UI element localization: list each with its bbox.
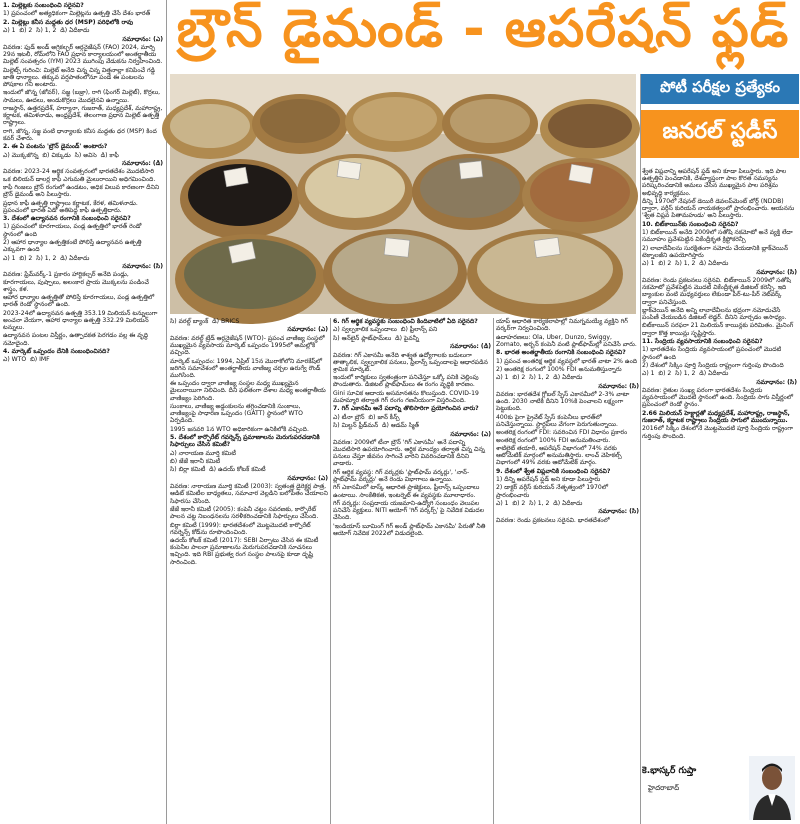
text-line: 1) ప్రపంచ అంతరిక్ష ఆర్థిక వ్యవస్థలో భారత్ వాటా 2% ఉంది bbox=[496, 357, 638, 365]
text-line: 1. మిల్లెట్లకు సంబంధించి సరైనవి? bbox=[3, 2, 84, 9]
text-line: సమాధానం: (డి) bbox=[450, 343, 491, 351]
text-line: 5. దేశంలో కార్పొరేట్ గవర్నెన్స్ ప్రమాణాలను మెరుగుపరచడానికి సిఫార్సులు చేసిన కమిటీ? bbox=[170, 434, 322, 449]
text-line: వివరణ: 2023-24 ఆర్థిక సంవత్సరంలో భారతదేశం మొదటిసారి ఒక బిలియన్ డాలర్ల కాఫీ ఎగుమతి మైలురాయిని అధిగమించింది. bbox=[3, 168, 156, 183]
text-line: వివరణ: రెండు ప్రకటనలు సరైనవి. బిట్‌కాయిన్ 2009లో సతోషి నకమోటో ప్రవేశపెట్టిన మొదటి వికేంద్రీకృత డిజిటల్ కరెన్సీ. ఇది బ్యాంకుల వంటి మధ్యవర్తులు లేకుండా పీర్-టు-పీర్ నెట్‌వర్క్ ద్వారా పనిచేస్తుంది. bbox=[642, 276, 793, 306]
text-line: శ్వేత విప్లవాన్ని ఆపరేషన్ ఫ్లడ్ అని కూడా పిలుస్తారు. ఇది పాల ఉత్పత్తిని పెంచడానికి, దేశవ్యాప్తంగా పాల కొరత సమస్యను పరిష్కరించడానికి అమలు చేసిన ముఖ్యమైన పాల పరిశ్రమ అభివృద్ధి కార్యక్రమం. bbox=[642, 168, 789, 197]
text-line: సుంకాలు, వాణిజ్య అడ్డంకులను తగ్గించడానికి సుంకాలు, వాణిజ్యంపై సాధారణ ఒప్పందం (GATT) స్థానంలో WTO ఏర్పడింది. bbox=[170, 403, 305, 425]
text-line: 1995 జనవరి 1న WTO అధికారికంగా ఉనికిలోకి వచ్చింది. bbox=[170, 425, 309, 433]
text-line: ఎ) మొక్కజొన్న బి) చిక్కుడు సి) అవిసె డి) కాఫీ bbox=[3, 151, 119, 159]
column-2 bbox=[170, 318, 328, 824]
text-line: ఎ) 1 బి) 2 సి) 1, 2 డి) ఏదీకాదు bbox=[496, 374, 583, 382]
text-line: వివరణ: 2009లో టీనా బ్రౌన్ 'గిగ్ ఎకానమీ' అనే పదాన్ని మొదటిసారి ఉపయోగించారు. ఆర్థిక మాంద్యం తర్వాత చిన్న చిన్న పనులు చేస్తూ జీవనం సాగించే వారిని వివరించడానికి దీనిని వాడారు. bbox=[333, 438, 487, 468]
text-line: దీన్ని 1970లో నేషనల్ డెయిరీ డెవలప్‌మెంట్ బోర్డ్ (NDDB) ద్వారా, వర్గీస్ కురియన్ నాయకత్వంలో ప్రారంభించారు. ఆయనను 'శ్వేత విప్లవ పితామహుడు' అని పిలుస్తారు. bbox=[642, 197, 797, 220]
text-line: సమాధానం: (ఎ) bbox=[287, 474, 328, 482]
text-line: ఎ) 1 బి) 2 సి) 1, 2 డి) ఏదీకాదు bbox=[642, 260, 729, 268]
text-line: సమాధానం: (సి) bbox=[756, 268, 797, 276]
text-line: సమాధానం: (సి) bbox=[122, 262, 163, 270]
subject-banner: జనరల్ స్టడీస్ bbox=[641, 110, 799, 158]
text-line: గిగ్ వర్కర్లు: సంప్రదాయ యజమాని-ఉద్యోగి సంబంధం వెలుపల పనిచేసే వ్యక్తులు. NITI ఆయోగ్ 'గిగ్ వర్కర్స్' పై నివేదిక విడుదల చేసింది. bbox=[333, 499, 486, 522]
text-line: ఉదాహరణలు: Ola, Uber, Dunzo, Swiggy, Zomato, అర్బన్ కంపెనీ వంటి ప్లాట్‌ఫామ్‌ల్లో పనిచేసే వారు. bbox=[496, 333, 637, 348]
column-divider bbox=[330, 318, 331, 824]
column-5 bbox=[642, 168, 797, 748]
text-line: మార్కెట్ ఒప్పందం: 1994, ఏప్రిల్ 15న మొరాకోలోని మారకేష్‌లో జరిగిన సమావేశంలో అంతర్జాతీయ వాణిజ్య చర్చల ఉరుగ్వే రౌండ్ ముగిసింది. bbox=[170, 357, 324, 379]
text-line: ఎ) 1 బి) 2 సి) 1, 2 డి) ఏదీకాదు bbox=[3, 254, 90, 262]
text-line: యాప్ ఆధారిత కార్యకలాపాల్లో నిమగ్నమయ్యే వ్యక్తిని గిగ్ వర్కర్‌గా నిర్వచించింది. bbox=[496, 318, 630, 333]
text-line: సి) మిల్టన్ ఫ్రీడ్‌మన్ డి) ఆడమ్ స్మిత్ bbox=[333, 422, 420, 430]
text-line: 400కు పైగా ప్రైవేట్ స్పేస్ కంపెనీలు భారత్‌లో పనిచేస్తున్నాయి. స్టార్టప్‌లు వేగంగా పెరుగుతున్నాయి. bbox=[496, 413, 618, 428]
text-line: 3. దేశంలో ఉద్యానవన రంగానికి సంబంధించి సరైనవి? bbox=[3, 215, 131, 223]
text-line: వివరణ: నారాయణ మూర్తి కమిటీ (2003): స్వతంత్ర డైరెక్టర్ల పాత్ర, ఆడిట్ కమిటీల బాధ్యతలు, సమాచార వెల్లడిని బలోపేతం చేయాలని సిఫారసు చేసింది. bbox=[170, 483, 330, 505]
text-line: 2. మిల్లెట్లు కనీస మద్దతు ధర (MSP) పరిధిలోకి రావు bbox=[3, 18, 134, 26]
text-line: 2) దేశంలో సిక్కిం పూర్తి సేంద్రియ రాష్ట్రంగా గుర్తింపు పొందింది bbox=[642, 361, 784, 369]
text-line: 1) భారతదేశం సేంద్రియ వ్యవసాయంలో ప్రపంచంలో మొదటి స్థానంలో ఉంది bbox=[642, 346, 784, 361]
text-line: సమాధానం: (సి) bbox=[598, 382, 639, 390]
text-line: ఉదయ్ కోటక్ కమిటీ (2017): SEBI ఏర్పాటు చేసిన ఈ కమిటీ కంపెనీల పాలనా ప్రమాణాలను మెరుగుపరచడానికి సూచనలు ఇచ్చింది. ఇది RBI ప్రభుత్వ రంగ సంస్థల పాలనపై కూడా దృష్టి సారించింది. bbox=[170, 537, 321, 566]
text-line: రాజస్థాన్, ఉత్తరప్రదేశ్, హర్యానా, గుజరాత్, మధ్యప్రదేశ్, మహారాష్ట్ర, కర్ణాటక, తమిళనాడు, ఆంధ్రప్రదేశ్, తెలంగాణ ప్రధాన మిల్లెట్ ఉత్పత్తి రాష్ట్రాలు. bbox=[3, 104, 165, 127]
text-line: వివరణ: భారతదేశ గ్లోబల్ స్పేస్ ఎకానమీలో 2-3% వాటా ఉంది. 2030 నాటికి దీనిని 10%కి పెంచాలని లక్ష్యంగా పెట్టుకుంది. bbox=[496, 391, 632, 413]
column-divider bbox=[493, 318, 494, 824]
headline: బ్రౌన్ డైమండ్ - ఆపరేషన్ ఫ్లడ్ bbox=[176, 0, 790, 59]
author-photo bbox=[749, 756, 795, 820]
author-city: హైదరాబాద్ bbox=[648, 784, 680, 792]
text-line: సమాధానం: (డి) bbox=[122, 160, 163, 167]
text-line: 2) లావాదేవీలను సురక్షితంగా నమోదు చేయడానికి బ్లాక్‌చెయిన్ టెక్నాలజీని ఉపయోగిస్తారు bbox=[642, 244, 790, 259]
text-line: ఎ) WTO బి) IMF bbox=[3, 356, 50, 364]
author-name: కె.భాస్కర్ గుప్తా bbox=[642, 766, 697, 776]
text-line: ఈ ఒప్పందం ద్వారా వాణిజ్య సంస్థల మధ్య ముఖ్యమైన మైలురాయిగా నిలిచింది. దీని ఫలితంగా దేశాల మధ్య అంతర్జాతీయ వాణిజ్యం పెరిగింది. bbox=[170, 380, 328, 402]
special-banner: పోటీ పరీక్షల ప్రత్యేకం bbox=[641, 74, 799, 104]
millets-baskets-image bbox=[170, 74, 636, 314]
text-line: గిగ్ ఆర్థిక వ్యవస్థ: గిగ్ వర్కర్లకు 'ప్లాట్‌ఫామ్ వర్కర్లు', 'నాన్-ప్లాట్‌ఫామ్ వర్కర్లు' అనే రెండు విభాగాలు ఉన్నాయి. bbox=[333, 468, 470, 483]
text-line: 'ఇండియాస్ బూమింగ్ గిగ్ అండ్ ప్లాట్‌ఫామ్ ఎకానమీ' పేరుతో నీతి ఆయోగ్ నివేదిక 2022లో విడుదలైంది. bbox=[333, 522, 488, 537]
text-line: 2) అంతరిక్ష రంగంలో 100% FDI అనుమతిస్తున్నారు bbox=[496, 365, 622, 373]
text-line: అంతరిక్ష రంగంలో FDI: సవరించిన FDI విధానం ప్రకారం అంతరిక్ష రంగంలో 100% FDI అనుమతించారు. bbox=[496, 429, 630, 444]
author-box bbox=[642, 756, 797, 822]
text-line: 2.66 మిలియన్ హెక్టార్లతో మధ్యప్రదేశ్, మహారాష్ట్ర, రాజస్థాన్, గుజరాత్, కర్ణాటక రాష్ట్రాలు సేంద్రియ సాగులో ముందున్నాయి. bbox=[642, 409, 792, 424]
text-line: Gini సూచిక ఆదాయ అసమానతను కొలుస్తుంది. COVID-19 మహమ్మారి తర్వాత గిగ్ రంగం గణనీయంగా విస్తరించింది. bbox=[333, 389, 481, 404]
text-line: ఇందులో జొన్న (జోవర్), సజ్జ (బజ్రా), రాగి (ఫింగర్ మిల్లెట్), కొర్రలు, సామలు, ఊదలు, అండుకొర్రలు మొదలైనవి ఉన్నాయి. bbox=[3, 89, 163, 104]
text-line: 2016లో సిక్కిం దేశంలోనే మొట్టమొదటి పూర్తి సేంద్రియ రాష్ట్రంగా గుర్తింపు పొందింది. bbox=[642, 425, 795, 440]
text-line: బిట్‌కాయిన్ సరఫరా 21 మిలియన్ కాయిన్లకు పరిమితం. మైనింగ్ ద్వారా కొత్త కాయిన్లు సృష్టిస్తారు. bbox=[642, 322, 796, 337]
text-line: సమాధానం: (ఎ) bbox=[122, 35, 163, 43]
text-line: జేజే ఇరానీ కమిటీ (2005): కంపెనీ చట్టం సవరణకు, కార్పొరేట్ పాలన చట్ట నిబంధనలను సరళీకరించడానికి సిఫార్సులు చేసింది. bbox=[170, 505, 319, 521]
text-line: ఎ) నారాయణ మూర్తి కమిటీ bbox=[170, 449, 236, 457]
text-line: 9. దేశంలో శ్వేత విప్లవానికి సంబంధించి సరైనవి? bbox=[496, 467, 611, 475]
text-line: 2023-24లో ఉద్యానవన ఉత్పత్తి 353.19 మిలియన్ టన్నులుగా అంచనా వేయగా, ఆహార ధాన్యాల ఉత్పత్తి 332.29 మిలియన్ టన్నులు. bbox=[3, 309, 160, 331]
text-line: 7. గిగ్ ఎకానమీ అనే పదాన్ని తొలిసారిగా ప్రయోగించిన వారు? bbox=[333, 405, 479, 413]
author-portrait-icon bbox=[749, 756, 795, 820]
text-line: ఎ) 1 బి) 2 సి) 1, 2 డి) ఏదీకాదు bbox=[496, 499, 583, 507]
text-line: 2. ఈ ఏ పంటను 'బ్రౌన్ డైమండ్' అంటారు? bbox=[3, 143, 108, 151]
column-3 bbox=[333, 318, 491, 824]
text-line: సమాధానం: (సి) bbox=[598, 508, 639, 516]
column-1 bbox=[3, 2, 163, 822]
text-line: 1) ప్రపంచంలో కూరగాయలు, పండ్ల ఉత్పత్తిలో భారత్ రెండో స్థానంలో ఉంది bbox=[3, 223, 144, 238]
text-line: 1) బిట్‌కాయిన్ అనేది 2009లో సతోషి నకమోటో అనే వ్యక్తి లేదా సమూహం ప్రవేశపెట్టిన వికేంద్రీకృత క్రిప్టోకరెన్సీ bbox=[642, 229, 795, 244]
text-line: ప్రధాన కాఫీ ఉత్పత్తి రాష్ట్రాలు కర్ణాటక, కేరళ, తమిళనాడు. ప్రపంచంలో భారత్ ఏడో అతిపెద్ద కాఫీ ఉత్పత్తిదారు. bbox=[3, 199, 140, 214]
text-line: ఉద్యానవన పంటల విస్తీర్ణం, ఉత్పాదకత పెరగడం వల్ల ఈ వృద్ధి నమోదైంది. bbox=[3, 332, 150, 347]
text-line: సి) ఆన్‌లైన్ ప్లాట్‌ఫామ్‌లు డి) పైవన్నీ bbox=[333, 334, 419, 342]
text-line: ఎ) 1 బి) 2 సి) 1, 2 డి) ఏదీకాదు bbox=[642, 370, 729, 378]
text-line: 2) ఆహార ధాన్యాల ఉత్పత్తికంటే పోలిస్తే ఉద్యానవన ఉత్పత్తి ఎక్కువగా ఉంది bbox=[3, 239, 144, 254]
column-4 bbox=[496, 318, 639, 824]
text-line: బిర్లా కమిటీ (1999): భారతదేశంలో మొట్టమొదటి కార్పొరేట్ గవర్నెన్స్ కోడ్‌ను రూపొందించింది. bbox=[170, 521, 313, 536]
text-line: సమాధానం: (ఎ) bbox=[450, 430, 491, 438]
text-line: సమాధానం: (ఎ) bbox=[287, 326, 328, 334]
text-line: వివరణ: ఫుడ్ అండ్ అగ్రికల్చర్ ఆర్గనైజేషన్ (FAO) 2024, మార్చి 29న ఇటలీ, రోమ్‌లోని FAO ప్రధాన కార్యాలయంలో అంతర్జాతీయ మిల్లెట్ సంవత్సరం (IYM) 2023 ముగింపు వేడుకను నిర్వహించింది. bbox=[3, 43, 163, 66]
text-line: ఆహార ధాన్యాల ఉత్పత్తితో పోలిస్తే కూరగాయలు, పండ్ల ఉత్పత్తిలో భారత్ రెండో స్థానంలో ఉంది. bbox=[3, 294, 157, 309]
text-line: ఎ) 1 బి) 2 సి) 1, 2 డి) ఏదీకాదు bbox=[3, 27, 90, 35]
text-line: బ్లాక్‌చెయిన్ అనేది అన్ని లావాదేవీలను భద్రంగా నమోదుచేసే పంపిణీ చేయబడిన డిజిటల్ లెడ్జర్. దీనిని మార్చడం అసాధ్యం. bbox=[642, 306, 787, 322]
text-line: 1) ప్రపంచంలో అత్యధికంగా మిల్లెట్లను ఉత్పత్తి చేసే దేశం భారత్ bbox=[3, 10, 151, 18]
column-divider bbox=[640, 74, 641, 824]
text-line: ఎ) స్వల్పకాలిక ఒప్పందాలు బి) ఫ్రీలాన్స్ పని bbox=[333, 326, 438, 334]
text-line: సి) బిర్లా కమిటీ డి) ఉదయ్ కోటక్ కమిటీ bbox=[170, 466, 266, 474]
text-line: ఎ) టీనా బ్రౌన్ బి) జాన్ కీన్స్ bbox=[333, 413, 400, 421]
millets-photo bbox=[170, 74, 636, 314]
text-line: కాఫీ గింజలు బ్రౌన్ రంగులో ఉండటం, అధిక విలువ కారణంగా దీనిని బ్రౌన్ డైమండ్ అని పిలుస్తారు. bbox=[3, 183, 162, 199]
text-line: 10. బిట్‌కాయిన్‌కు సంబంధించి సరైనవి? bbox=[642, 220, 739, 228]
text-line: 11. సేంద్రియ వ్యవసాయానికి సంబంధించి సరైనవి? bbox=[642, 338, 763, 345]
text-line: గిగ్ ఎకానమీలో టాస్క్ ఆధారిత ప్రాజెక్టులు, ఫ్రీలాన్స్ ఒప్పందాలు ఉంటాయి. సాంకేతికత, ఇంటర్నెట్ ఈ వ్యవస్థకు మూలాధారం. bbox=[333, 484, 482, 499]
text-line: మిల్లెట్స్ గురించి: మిల్లెట్ అనేది చిన్న చిన్న విత్తనాల్లా కనిపించే గడ్డి జాతి ధాన్యాలు. తక్కువ వర్షపాతంలోనూ పండే ఈ పంటలను పోషకాల గని అంటారు. bbox=[3, 66, 157, 88]
text-line: రాగి, జొన్న, సజ్జ వంటి ధాన్యాలకు కనీస మద్దతు ధర (MSP) కింద కవర్ చేశారు. bbox=[3, 127, 159, 142]
text-line: 6. గిగ్ ఆర్థిక వ్యవస్థకు సంబంధించి కిందివాటిలో ఏది సరైనది? bbox=[333, 318, 478, 325]
text-line: బి) జేజే ఇరానీ కమిటీ bbox=[170, 458, 221, 466]
text-line: 1) దీన్ని ఆపరేషన్ ఫ్లడ్ అని కూడా పిలుస్తారు bbox=[496, 476, 601, 483]
text-line: వివరణ: గిగ్ ఎకానమీ అనేది శాశ్వత ఉద్యోగాలకు బదులుగా తాత్కాలిక, స్వల్పకాలిక పనులు, ఫ్రీలాన్స్ ఒప్పందాలపై ఆధారపడిన శ్రామిక మార్కెట్. bbox=[333, 351, 490, 373]
text-line: 4. మార్కెట్ ఒప్పందం దేనికి సంబంధించినది? bbox=[3, 347, 110, 355]
text-line: వివరణ: రెండు ప్రకటనలు సరైనవి. భారతదేశంలో bbox=[496, 516, 610, 524]
text-line: ఇందులో కార్మికులు స్వతంత్రంగా పనిచేస్తూ ఒక్కో పనికి చెల్లింపు పొందుతారు. డిజిటల్ ప్లాట్‌ఫామ్‌లు ఈ రంగం వృద్ధికి కారణం. bbox=[333, 374, 481, 389]
text-line: సమాధానం: (సి) bbox=[756, 378, 797, 386]
text-line: 8. భారత అంతర్జాతీయ రంగానికి సంబంధించి సరైనవి? bbox=[496, 349, 626, 357]
text-line: సి) వరల్డ్ బ్యాంక్ డి) BRICS bbox=[170, 318, 240, 325]
text-line: వివరణ: ఫ్రేమ్‌వర్క్-1 ప్రకారం హార్టికల్చర్ అనేది పండ్లు, కూరగాయలు, పుష్పాలు, అలంకార ప్రాయ మొక్కలను పండించే శాస్త్రం, కళ. bbox=[3, 271, 151, 293]
text-line: వివరణ: రైతుల సంఖ్య పరంగా భారతదేశం సేంద్రియ వ్యవసాయంలో మొదటి స్థానంలో ఉంది. సేంద్రియ సాగు విస్తీర్ణంలో ప్రపంచంలో రెండో స్థానం. bbox=[642, 387, 795, 409]
text-line: వివరణ: వరల్డ్ ట్రేడ్ ఆర్గనైజేషన్ (WTO)- ప్రపంచ వాణిజ్య సంస్థలో ముఖ్యమైన వ్యవసాయ మార్కెట్ ఒప్పందం 1995లో అమల్లోకి వచ్చింది. bbox=[170, 334, 327, 357]
text-line: శాటిలైట్ తయారీ, ఆపరేషన్ విభాగంలో 74% వరకు ఆటోమేటిక్ మార్గంలో అనుమతిస్తారు. లాంచ్ వెహికల్స్ విభాగంలో 49% వరకు ఆటోమేటిక్ మార్గం. bbox=[496, 444, 624, 467]
text-line: 2) డాక్టర్ వర్గీస్ కురియన్ నేతృత్వంలో 1970లో ప్రారంభించారు bbox=[496, 484, 611, 499]
